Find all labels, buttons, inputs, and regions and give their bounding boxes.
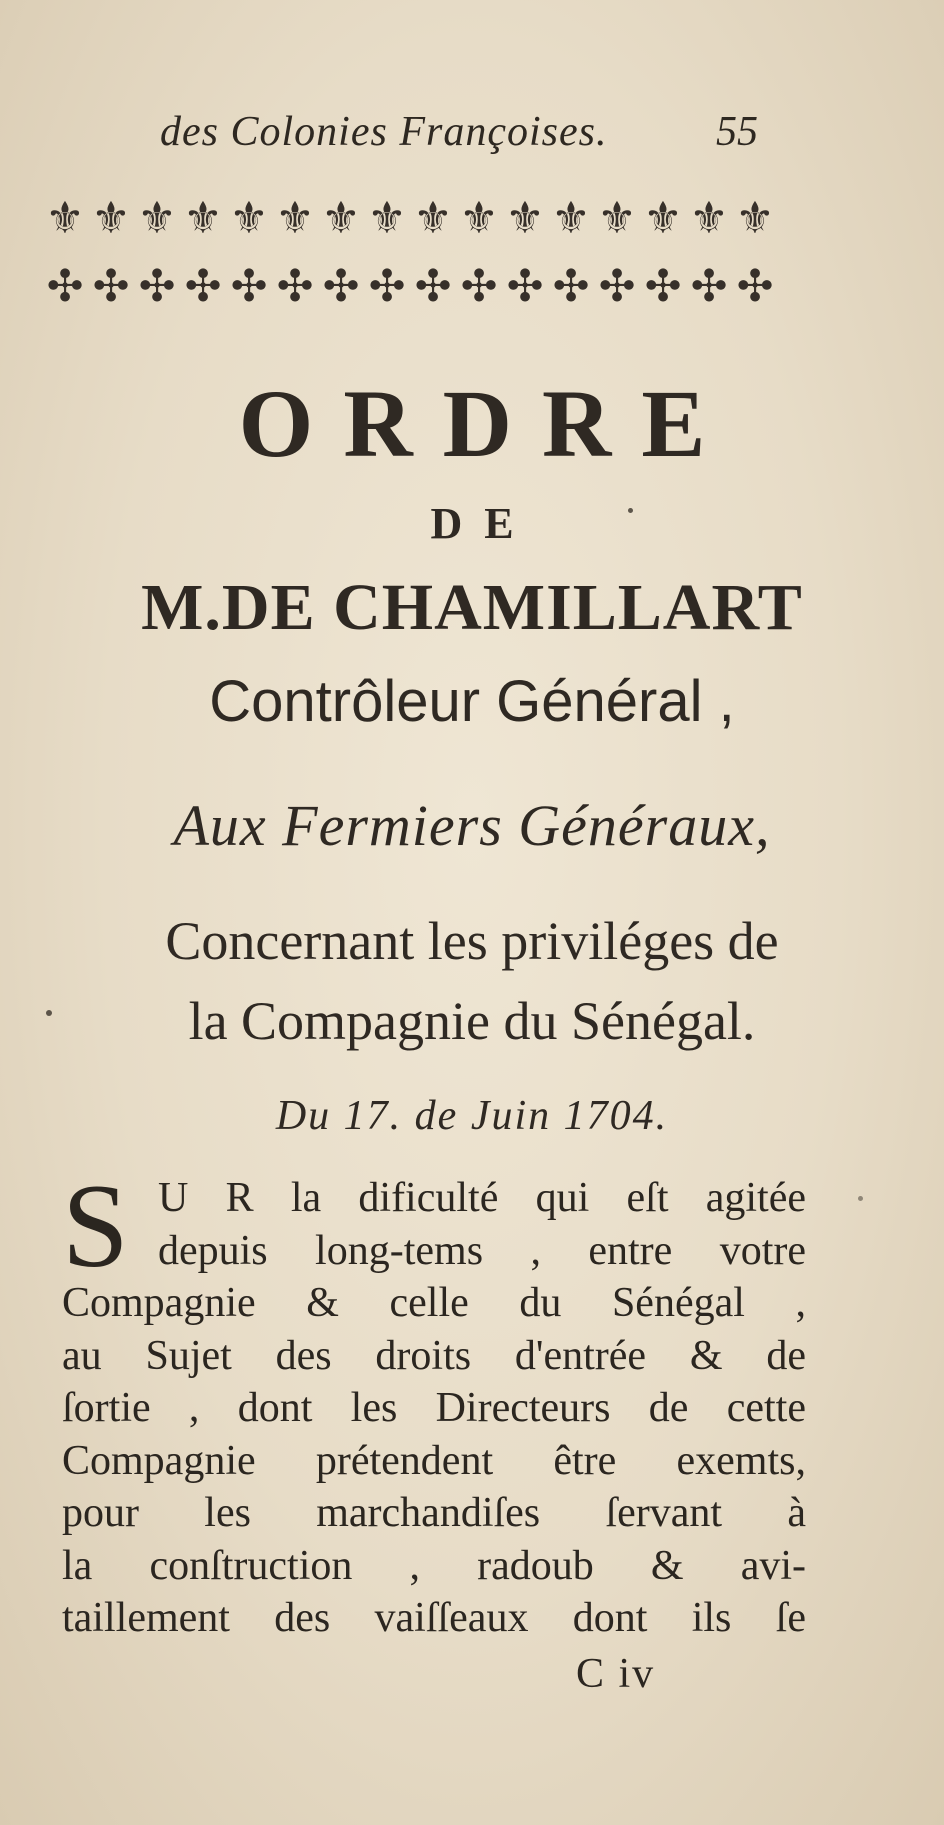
fleuron-icon: ✣ bbox=[46, 261, 84, 312]
body-line: Compagnie prétendent être exemts, bbox=[62, 1437, 806, 1484]
catchword-signature: C iv bbox=[576, 1651, 656, 1697]
body-paragraph bbox=[62, 1159, 806, 1645]
fleuron-icon: ⚜ bbox=[597, 193, 637, 244]
body-line: au Sujet des droits d'entrée & de bbox=[62, 1332, 806, 1379]
fleuron-icon: ⚜ bbox=[137, 193, 177, 244]
fleuron-icon: ✣ bbox=[460, 261, 498, 312]
fleuron-icon: ⚜ bbox=[413, 193, 453, 244]
body-line: U R la dificulté qui eſt agitée bbox=[158, 1175, 806, 1221]
fleuron-icon: ⚜ bbox=[367, 193, 407, 244]
fleuron-icon: ✣ bbox=[276, 261, 314, 312]
fleuron-icon: ⚜ bbox=[459, 193, 499, 244]
fleuron-icon: ✣ bbox=[138, 261, 176, 312]
fleuron-icon: ⚜ bbox=[735, 193, 775, 244]
title-ordre: ORDRE bbox=[238, 370, 736, 477]
fleuron-icon: ✣ bbox=[184, 261, 222, 312]
fleuron-icon: ⚜ bbox=[505, 193, 545, 244]
ornament-row-bottom bbox=[42, 253, 778, 321]
fleuron-icon: ✣ bbox=[644, 261, 682, 312]
body-line: pour les marchandiſes ſervant à bbox=[62, 1490, 806, 1536]
fleuron-icon: ✣ bbox=[552, 261, 590, 312]
ink-speck bbox=[858, 1196, 863, 1201]
fleuron-icon: ⚜ bbox=[45, 193, 85, 244]
fleuron-icon: ✣ bbox=[368, 261, 406, 312]
fleuron-icon: ⚜ bbox=[275, 193, 315, 244]
body-line: la conſtruction , radoub & avi- bbox=[62, 1542, 806, 1589]
page-number: 55 bbox=[716, 109, 758, 155]
body-line: ſortie , dont les Directeurs de cette bbox=[62, 1385, 806, 1431]
body-line: Compagnie & celle du Sénégal , bbox=[62, 1280, 806, 1326]
fleuron-icon: ⚜ bbox=[689, 193, 729, 244]
fleuron-icon: ⚜ bbox=[643, 193, 683, 244]
title-subject-line-2: la Compagnie du Sénégal. bbox=[188, 991, 756, 1051]
running-title: des Colonies Françoises. bbox=[160, 109, 608, 155]
fleuron-icon: ✣ bbox=[506, 261, 544, 312]
running-head bbox=[0, 108, 944, 168]
title-subject-line-1: Concernant les priviléges de bbox=[165, 911, 779, 971]
fleuron-icon: ✣ bbox=[92, 261, 130, 312]
ornament-row-top bbox=[42, 185, 778, 253]
fleuron-icon: ✣ bbox=[736, 261, 774, 312]
title-addressee: Aux Fermiers Généraux, bbox=[173, 793, 771, 858]
fleuron-icon: ⚜ bbox=[91, 193, 131, 244]
fleuron-icon: ⚜ bbox=[321, 193, 361, 244]
fleuron-icon: ⚜ bbox=[229, 193, 269, 244]
body-line: depuis long-tems , entre votre bbox=[158, 1227, 806, 1274]
fleuron-icon: ✣ bbox=[414, 261, 452, 312]
fleuron-icon: ⚜ bbox=[183, 193, 223, 244]
title-office: Contrôleur Général , bbox=[209, 669, 735, 734]
ink-speck bbox=[628, 508, 633, 513]
fleuron-icon: ⚜ bbox=[551, 193, 591, 244]
fleuron-icon: ✣ bbox=[322, 261, 360, 312]
title-date: Du 17. de Juin 1704. bbox=[275, 1093, 669, 1139]
fleuron-icon: ✣ bbox=[598, 261, 636, 312]
body-line: taillement des vaiſſeaux dont ils ſe bbox=[62, 1595, 806, 1641]
title-name: M.DE CHAMILLART bbox=[141, 571, 803, 644]
title-de: DE bbox=[430, 499, 536, 548]
fleuron-icon: ✣ bbox=[690, 261, 728, 312]
drop-cap: S bbox=[62, 1159, 129, 1292]
ink-speck bbox=[46, 1010, 52, 1016]
fleuron-icon: ✣ bbox=[230, 261, 268, 312]
fleuron-ornament-band bbox=[42, 185, 778, 325]
